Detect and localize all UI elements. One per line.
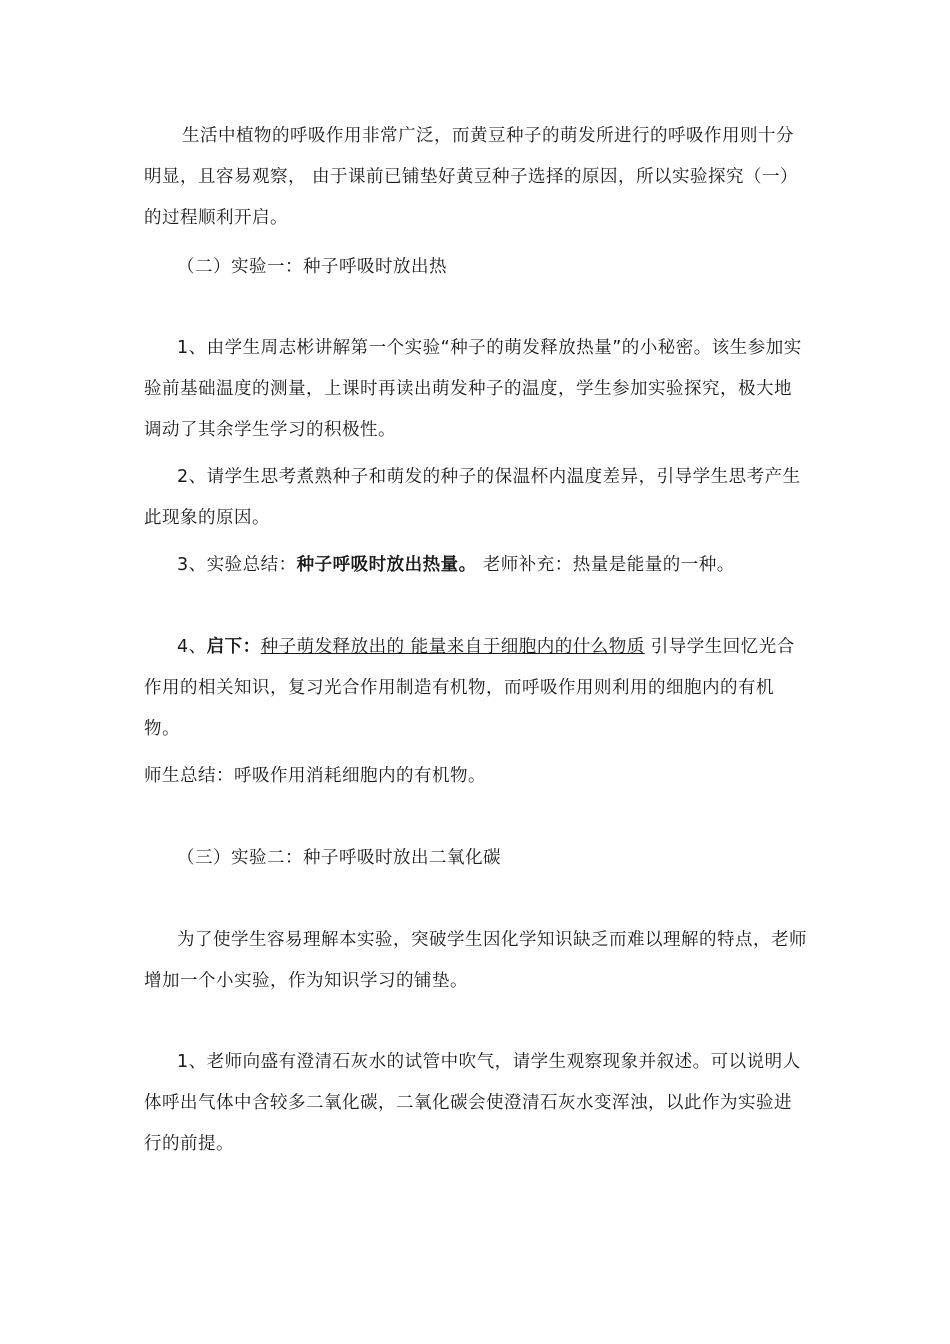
item4-underlined-question: 种子萌发释放出的 能量来自于细胞内的什么物质 [260,637,645,657]
section3-item-1: 1、老师向盛有澄清石灰水的试管中吹气，请学生观察现象并叙述。可以说明人体呼出气体中含较多二氧化碳，二氧化碳会使澄清石灰水变浑浊，以此作为实验进行的前提。 [144,1052,801,1154]
intro-paragraph: 生活中植物的呼吸作用非常广泛，而黄豆种子的萌发所进行的呼吸作用则十分明显，且容易观察， 由于课前已铺垫好黄豆种子选择的原因，所以实验探究（一）的过程顺利开启。 [144,126,799,228]
item4-prefix: 4、 [177,637,207,657]
section2-heading: （二）实验一：种子呼吸时放出热 [177,257,447,277]
section2-item-1: 1、由学生周志彬讲解第一个实验“种子的萌发释放热量”的小秘密。该生参加实验前基础温度的测量，上课时再读出萌发种子的温度，学生参加实验探究，极大地调动了其余学生学习的积极性。 [144,338,802,440]
item3-suffix: 老师补充：热量是能量的一种。 [476,555,735,575]
section3-heading: （三）实验二：种子呼吸时放出二氧化碳 [177,848,501,868]
item3-prefix: 3、实验总结： [177,555,297,575]
teacher-student-summary: 师生总结：呼吸作用消耗细胞内的有机物。 [144,766,486,786]
section2-item-3 [144,545,809,586]
item4-suffix: 引导学生回忆光合作用的相关知识，复习光合作用制造有机物，而呼吸作用则利用的细胞内的有机物。 [144,637,795,739]
section2-item-4 [144,627,809,750]
item3-bold-conclusion: 种子呼吸时放出热量。 [296,555,477,575]
section3-intro-paragraph: 为了使学生容易理解本实验，突破学生因化学知识缺乏而难以理解的特点，老师增加一个小实验，作为知识学习的铺垫。 [144,930,807,991]
section2-item-2: 2、请学生思考煮熟种子和萌发的种子的保温杯内温度差异，引导学生思考产生此现象的原因。 [144,467,801,528]
item4-bold-label: 启下： [206,637,261,657]
